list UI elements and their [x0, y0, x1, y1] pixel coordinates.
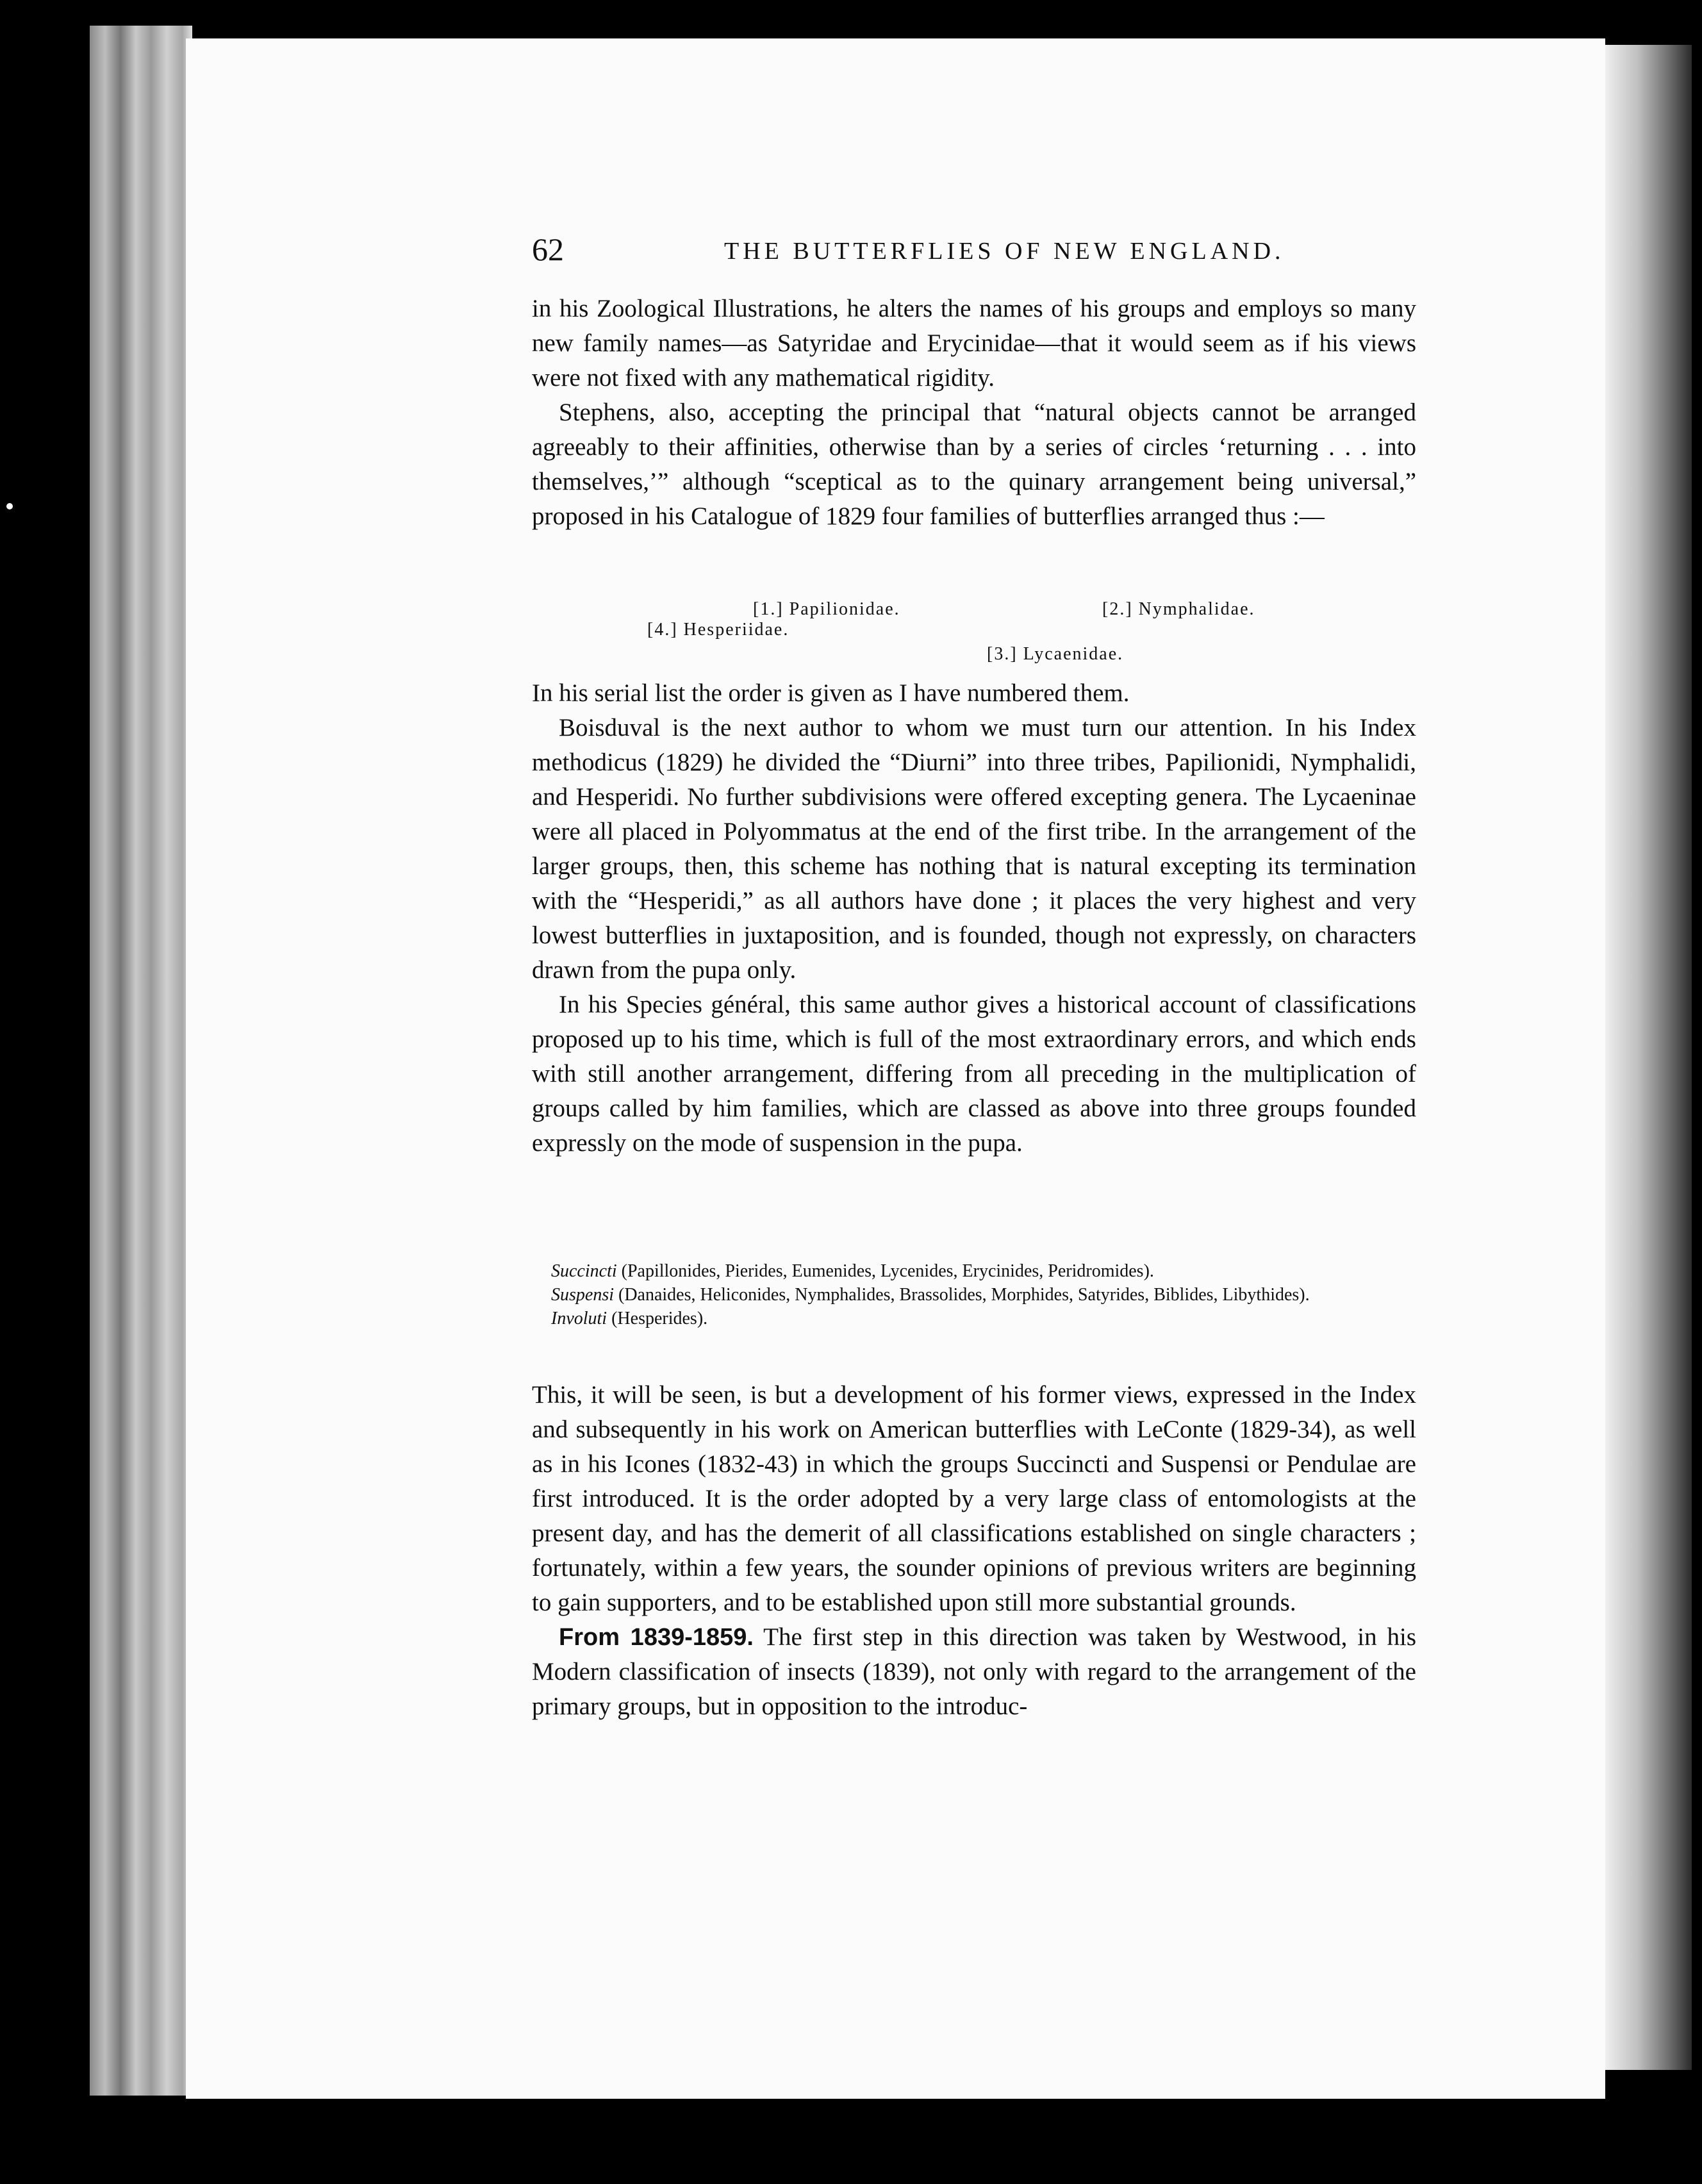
- group-list: [551, 1259, 1423, 1330]
- family-item: [3.] Lycaenidae.: [987, 644, 1124, 664]
- group-name: Involuti: [551, 1309, 607, 1328]
- paragraph: Stephens, also, accepting the principal that “natural objects cannot be arranged agreeably to their affinities, otherwise than by a series of circles ‘returning . . . into themselves,’” although “sceptical as to the quinary arrangement being universal,” proposed in his Catalogue of 1829 four families of butterflies arranged thus :—: [532, 399, 1416, 530]
- scan-artifact: [6, 503, 13, 509]
- book-page-edges-left: [90, 26, 192, 2096]
- text-section-middle: [532, 676, 1416, 1161]
- group-name: Succincti: [551, 1261, 617, 1281]
- group-members: (Papillonides, Pierides, Eumenides, Lycenides, Erycinides, Peridromides).: [621, 1261, 1154, 1281]
- page-number: 62: [532, 231, 564, 267]
- section-heading: From 1839-1859.: [559, 1624, 754, 1651]
- paragraph: [532, 1620, 1416, 1724]
- running-title: THE BUTTERFLIES OF NEW ENGLAND.: [724, 238, 1285, 265]
- paragraph: In his Species général, this same author gives a historical account of classifications proposed up to his time, which is full of the most extraordinary errors, and which ends with still another arrangement, differing from all preceding in the multiplication of groups called by him families, which are classed as above into three groups founded expressly on the mode of suspension in the pupa.: [532, 991, 1416, 1157]
- group-name: Suspensi: [551, 1285, 614, 1305]
- group-entry: [551, 1283, 1423, 1307]
- paragraph: in his Zoological Illustrations, he alters the names of his groups and employs so many new family names—as Satyridae and Erycinidae—that it would seem as if his views were not fixed with any mathematical rigidity.: [532, 295, 1416, 392]
- paragraph: Boisduval is the next author to whom we must turn our attention. In his Index methodicus (1829) he divided the “Diurni” into three tribes, Papilionidi, Nymphalidi, and Hesperidi. No further subdivisions were offered excepting genera. The Lycaeninae were all placed in Polyommatus at the end of the first tribe. In the arrangement of the larger groups, then, this scheme has nothing that is natural excepting its termination with the “Hesperidi,” as all authors have done ; it places the very highest and very lowest butterflies in juxtaposition, and is founded, though not expressly, on characters drawn from the pupa only.: [532, 714, 1416, 984]
- family-item: [4.] Hesperiidae.: [647, 620, 789, 640]
- family-arrangement-diagram: [532, 593, 1416, 670]
- paragraph: In his serial list the order is given as I have numbered them.: [532, 679, 1130, 707]
- group-entry: [551, 1259, 1423, 1283]
- text-section-top: [532, 292, 1416, 534]
- paragraph: This, it will be seen, is but a development of his former views, expressed in the Index and subsequently in his work on American butterflies with LeConte (1829-34), as well as in his Icones (1832-43) in which the groups Succincti and Suspensi or Pendulae are first introduced. It is the order adopted by a very large class of entomologists at the present day, and has the demerit of all classifications established on single characters ; fortunately, within a few years, the sounder opinions of previous writers are beginning to gain supporters, and to be established upon still more substantial grounds.: [532, 1381, 1416, 1616]
- family-item: [2.] Nymphalidae.: [1102, 599, 1255, 619]
- text-section-bottom: [532, 1378, 1416, 1724]
- group-entry: [551, 1307, 1423, 1330]
- group-members: (Hesperides).: [611, 1309, 708, 1328]
- book-page-edges-right: [1602, 45, 1692, 2070]
- running-header: [532, 231, 1423, 276]
- paragraph-text: The first step in this direction was taken by Westwood, in his Modern classification of insects (1839), not only with regard to the arrangement of the primary groups, but in opposition to the introduc-: [532, 1623, 1416, 1720]
- family-item: [1.] Papilionidae.: [753, 599, 900, 619]
- group-members: (Danaides, Heliconides, Nymphalides, Brassolides, Morphides, Satyrides, Biblides, Libythides).: [618, 1285, 1310, 1305]
